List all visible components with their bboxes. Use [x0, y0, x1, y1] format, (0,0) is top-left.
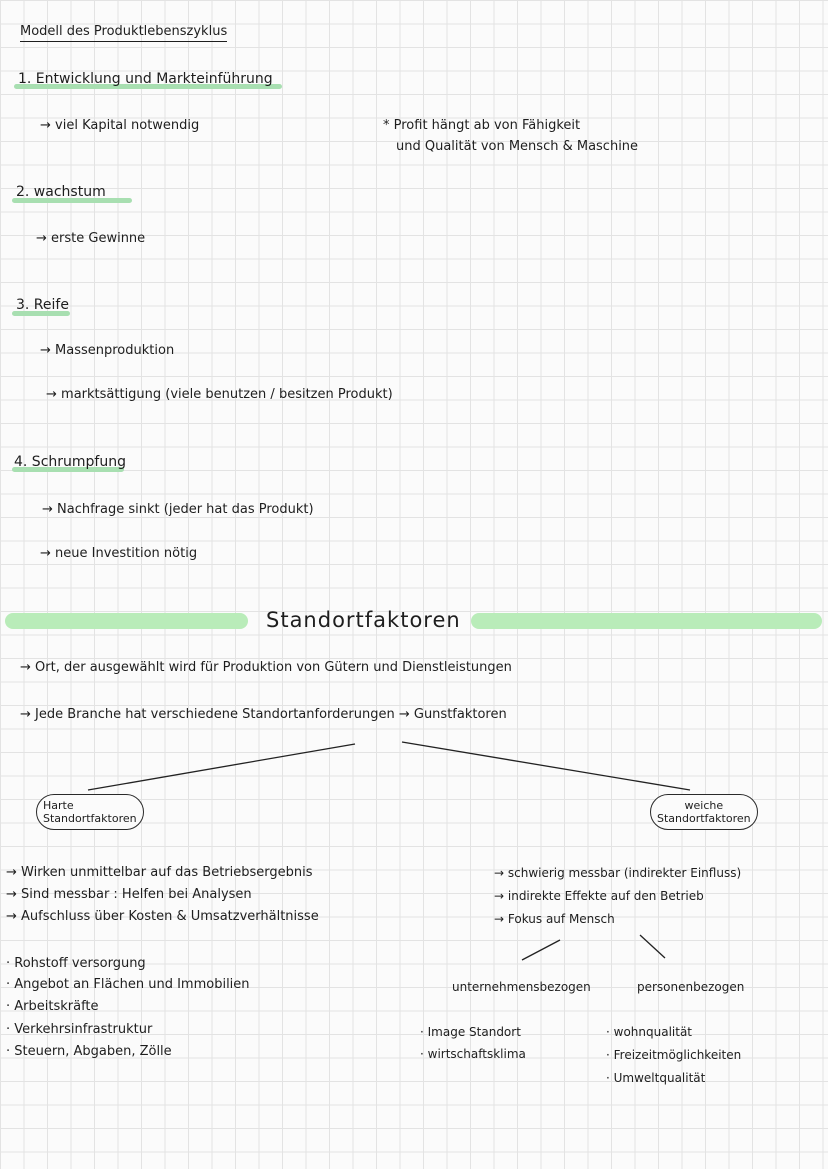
harte-point-2: → Sind messbar : Helfen bei Analysen	[6, 886, 252, 904]
unternehmen-title: unternehmensbezogen	[452, 980, 591, 994]
harte-list-item-4: · Verkehrsinfrastruktur	[6, 1021, 152, 1039]
phase-3-point-1: → Massenproduktion	[40, 342, 174, 360]
standort-title: Standortfaktoren	[266, 608, 461, 632]
phase-4-point-2: → neue Investition nötig	[40, 545, 197, 563]
branch-line-harte	[88, 744, 355, 790]
weiche-point-1: → schwierig messbar (indirekter Einfluss)	[494, 864, 741, 882]
harte-cloud-line-2: Standortfaktoren	[43, 812, 137, 825]
harte-list-item-5: · Steuern, Abgaben, Zölle	[6, 1043, 172, 1061]
branch-line-personen	[640, 935, 665, 958]
harte-list-item-3: · Arbeitskräfte	[6, 998, 99, 1016]
phase-4-title: 4. Schrumpfung	[14, 454, 126, 470]
personen-title: personenbezogen	[637, 980, 745, 994]
side-note-line-1: * Profit hängt ab von Fähigkeit	[383, 118, 581, 133]
title-bar-right	[471, 613, 822, 629]
weiche-cloud-line-2: Standortfaktoren	[657, 812, 751, 825]
harte-point-1: → Wirken unmittelbar auf das Betriebsergebnis	[6, 864, 313, 882]
weiche-point-3: → Fokus auf Mensch	[494, 910, 615, 928]
unternehmen-item-2: · wirtschaftsklima	[420, 1045, 526, 1063]
page-heading: Modell des Produktlebenszyklus	[20, 23, 227, 42]
personen-item-1: · wohnqualität	[606, 1023, 692, 1041]
standort-point-2: → Jede Branche hat verschiedene Standortanforderungen → Gunstfaktoren	[20, 706, 507, 724]
side-note-line-2: und Qualität von Mensch & Maschine	[396, 139, 639, 154]
harte-list-item-1: · Rohstoff versorgung	[6, 955, 146, 973]
phase-2-title: 2. wachstum	[16, 184, 106, 200]
harte-list-item-2: · Angebot an Flächen und Immobilien	[6, 976, 250, 994]
phase-1-point-1: → viel Kapital notwendig	[40, 117, 199, 135]
phase-4-point-1: → Nachfrage sinkt (jeder hat das Produkt)	[42, 501, 314, 519]
harte-cloud-line-1: Harte	[43, 799, 74, 812]
weiche-point-2: → indirekte Effekte auf den Betrieb	[494, 887, 704, 905]
standort-point-1: → Ort, der ausgewählt wird für Produktion von Gütern und Dienstleistungen	[20, 659, 512, 677]
personen-item-2: · Freizeitmöglichkeiten	[606, 1046, 741, 1064]
branch-line-unternehmen	[522, 940, 560, 960]
phase-2-point-1: → erste Gewinne	[36, 230, 145, 248]
title-bar-left	[5, 613, 248, 629]
harte-cloud	[36, 794, 144, 830]
personen-item-3: · Umweltqualität	[606, 1069, 705, 1087]
weiche-cloud	[650, 794, 758, 830]
weiche-cloud-line-1: weiche	[684, 799, 724, 812]
branch-line-weiche	[402, 742, 690, 790]
unternehmen-item-1: · Image Standort	[420, 1023, 521, 1041]
phase-3-title: 3. Reife	[16, 297, 69, 313]
phase-3-point-2: → marktsättigung (viele benutzen / besitzen Produkt)	[46, 386, 393, 404]
phase-1-title: 1. Entwicklung und Markteinführung	[18, 71, 273, 87]
harte-point-3: → Aufschluss über Kosten & Umsatzverhältnisse	[6, 908, 319, 926]
